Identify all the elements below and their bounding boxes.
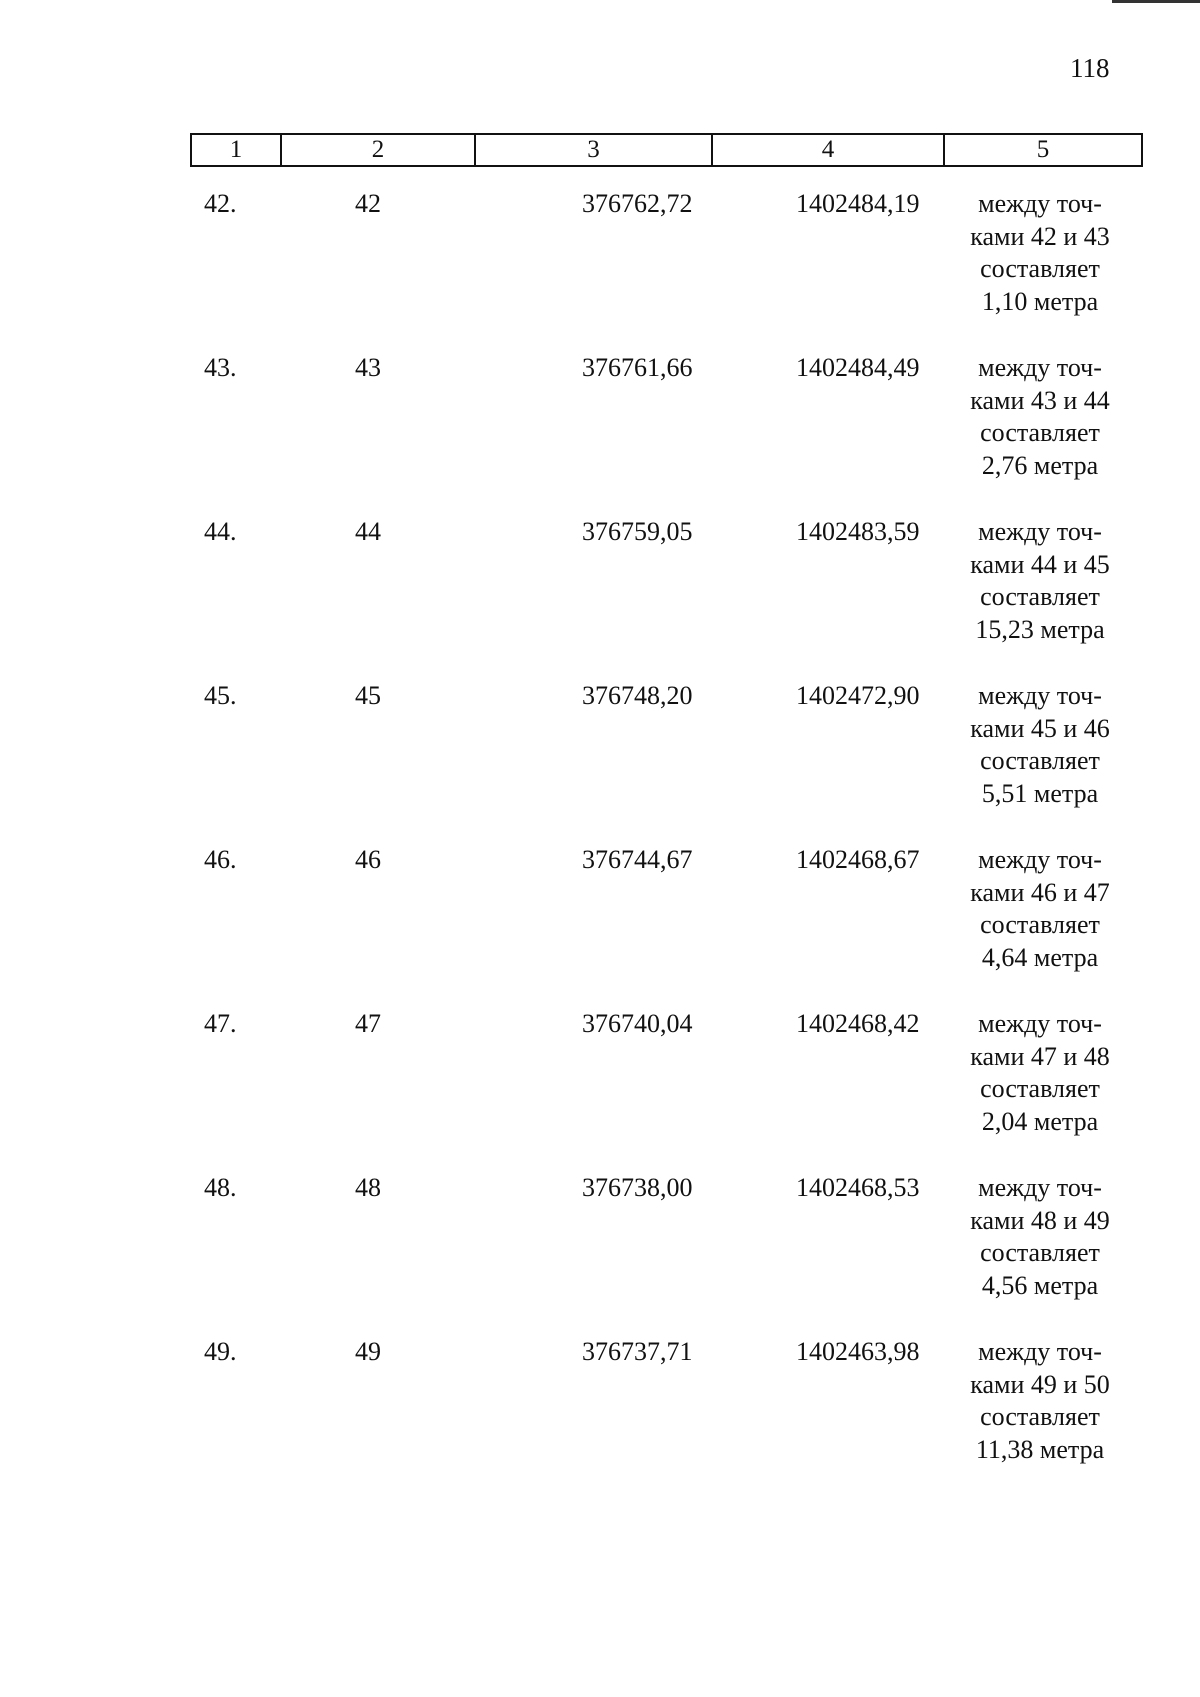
note-line: составляет [980, 254, 1100, 283]
point-number: 42 [355, 189, 381, 218]
distance-note [945, 1008, 1135, 1138]
note-line: между точ- [978, 189, 1102, 218]
note-line: 4,56 метра [981, 1270, 1099, 1300]
column-header-3: 3 [474, 135, 711, 165]
note-line: ками 43 и 44 [970, 385, 1110, 415]
distance-note [945, 1336, 1135, 1466]
table-row [0, 1008, 1200, 1172]
column-header-1: 1 [229, 136, 243, 163]
note-line: составляет [980, 1238, 1100, 1267]
table-row [0, 1336, 1200, 1500]
y-coordinate: 1402468,53 [796, 1173, 920, 1202]
column-header-4: 4 [711, 135, 943, 165]
distance-note [945, 352, 1135, 482]
note-line: ками 44 и 45 [970, 549, 1110, 579]
y-coordinate: 1402484,19 [796, 189, 920, 218]
table-row [0, 352, 1200, 516]
note-line: 15,23 метра [975, 614, 1105, 644]
distance-note [945, 516, 1135, 646]
point-number: 43 [355, 353, 381, 382]
x-coordinate: 376762,72 [582, 189, 693, 218]
coordinate-table [0, 188, 1200, 1500]
y-coordinate: 1402472,90 [796, 681, 920, 710]
column-header-row [190, 133, 1143, 167]
note-line: 2,04 метра [981, 1106, 1099, 1136]
note-line: ками 45 и 46 [970, 713, 1110, 743]
note-line: между точ- [978, 1009, 1102, 1038]
distance-note [945, 844, 1135, 974]
x-coordinate: 376740,04 [582, 1009, 693, 1038]
note-line: составляет [980, 1402, 1100, 1431]
row-index: 42. [204, 189, 237, 218]
row-index: 49. [204, 1337, 237, 1366]
note-line: между точ- [978, 517, 1102, 546]
note-line: составляет [980, 582, 1100, 611]
note-line: ками 48 и 49 [970, 1205, 1110, 1235]
table-row [0, 188, 1200, 352]
note-line: ками 47 и 48 [970, 1041, 1110, 1071]
table-row [0, 1172, 1200, 1336]
point-number: 45 [355, 681, 381, 710]
x-coordinate: 376759,05 [582, 517, 693, 546]
note-line: 11,38 метра [975, 1434, 1105, 1464]
note-line: 1,10 метра [981, 286, 1099, 316]
row-index: 45. [204, 681, 237, 710]
note-line: составляет [980, 746, 1100, 775]
distance-note [945, 1172, 1135, 1302]
y-coordinate: 1402484,49 [796, 353, 920, 382]
note-line: между точ- [978, 1173, 1102, 1202]
note-line: 4,64 метра [981, 942, 1099, 972]
x-coordinate: 376748,20 [582, 681, 693, 710]
distance-note [945, 680, 1135, 810]
table-row [0, 844, 1200, 1008]
note-line: между точ- [978, 845, 1102, 874]
row-index: 48. [204, 1173, 237, 1202]
point-number: 48 [355, 1173, 381, 1202]
distance-note [945, 188, 1135, 318]
y-coordinate: 1402468,42 [796, 1009, 920, 1038]
point-number: 44 [355, 517, 381, 546]
row-index: 47. [204, 1009, 237, 1038]
page-number: 118 [1070, 53, 1110, 83]
y-coordinate: 1402463,98 [796, 1337, 920, 1366]
note-line: ками 42 и 43 [970, 221, 1110, 251]
point-number: 49 [355, 1337, 381, 1366]
note-line: 2,76 метра [981, 450, 1099, 480]
table-row [0, 516, 1200, 680]
x-coordinate: 376737,71 [582, 1337, 693, 1366]
note-line: составляет [980, 418, 1100, 447]
x-coordinate: 376761,66 [582, 353, 693, 382]
note-line: составляет [980, 910, 1100, 939]
note-line: ками 46 и 47 [970, 877, 1110, 907]
note-line: между точ- [978, 681, 1102, 710]
top-edge-rule [1112, 0, 1200, 3]
note-line: ками 49 и 50 [970, 1369, 1110, 1399]
point-number: 46 [355, 845, 381, 874]
x-coordinate: 376738,00 [582, 1173, 693, 1202]
note-line: 5,51 метра [981, 778, 1099, 808]
row-index: 44. [204, 517, 237, 546]
column-header-5: 5 [943, 135, 1141, 165]
row-index: 46. [204, 845, 237, 874]
point-number: 47 [355, 1009, 381, 1038]
y-coordinate: 1402468,67 [796, 845, 920, 874]
note-line: между точ- [978, 1337, 1102, 1366]
x-coordinate: 376744,67 [582, 845, 693, 874]
table-row [0, 680, 1200, 844]
y-coordinate: 1402483,59 [796, 517, 920, 546]
column-header-2: 2 [280, 135, 474, 165]
row-index: 43. [204, 353, 237, 382]
note-line: между точ- [978, 353, 1102, 382]
note-line: составляет [980, 1074, 1100, 1103]
